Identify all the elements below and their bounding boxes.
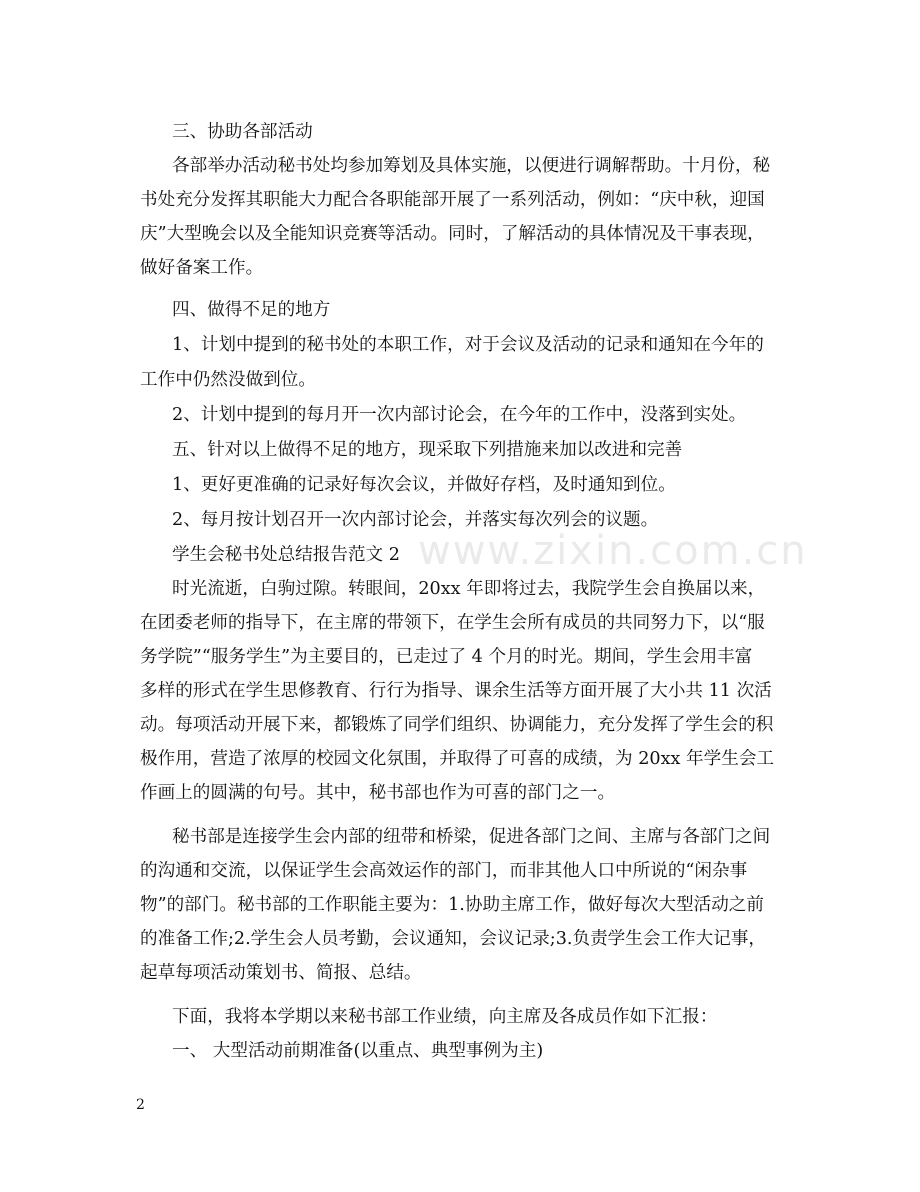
paragraph-line: 工作中仍然没做到位。 xyxy=(140,370,316,390)
paragraph-line: 各部举办活动秘书处均参加筹划及具体实施，以便进行调解帮助。十月份，秘 xyxy=(172,156,771,176)
paragraph-line: 务学院”“服务学生”为主要目的，已走过了 4 个月的时光。期间，学生会用丰富 xyxy=(140,647,753,667)
page-number: 2 xyxy=(136,1097,145,1113)
paragraph-line: 极作用，营造了浓厚的校园文化氛围，并取得了可喜的成绩，为 20xx 年学生会工 xyxy=(140,749,775,769)
paragraph-line: 做好备案工作。 xyxy=(140,258,264,278)
list-item: 1、更好更准确的记录好每次会议，并做好存档，及时通知到位。 xyxy=(172,475,676,495)
paragraph-line: 物”的部门。秘书部的工作职能主要为：1.协助主席工作，做好每次大型活动之前 xyxy=(140,895,764,915)
article-title: 学生会秘书处总结报告范文 2 xyxy=(172,545,400,565)
paragraph-line: 秘书部是连接学生会内部的纽带和桥梁，促进各部门之间、主席与各部门之间 xyxy=(172,827,771,847)
list-item: 2、计划中提到的每月开一次内部讨论会，在今年的工作中，没落到实处。 xyxy=(172,405,747,425)
paragraph-line: 动。每项活动开展下来，都锻炼了同学们组织、协调能力，充分发挥了学生会的积 xyxy=(140,715,774,735)
paragraph-line: 作画上的圆满的句号。其中，秘书部也作为可喜的部门之一。 xyxy=(140,783,616,803)
paragraph-line: 的沟通和交流，以保证学生会高效运作的部门，而非其他人口中所说的“闲杂事 xyxy=(140,861,748,881)
list-item: 2、每月按计划召开一次内部讨论会，并落实每次列会的议题。 xyxy=(172,510,659,530)
watermark: www.zixin.com.cn xyxy=(418,528,808,574)
section-heading-4: 四、做得不足的地方 xyxy=(172,300,331,320)
section-heading-5: 五、针对以上做得不足的地方，现采取下列措施来加以改进和完善 xyxy=(172,440,683,460)
subsection-heading: 一、 大型活动前期准备(以重点、典型事例为主) xyxy=(172,1041,544,1061)
list-item: 1、计划中提到的秘书处的本职工作，对于会议及活动的记录和通知在今年的 xyxy=(172,335,764,355)
paragraph-line: 时光流逝，白驹过隙。转眼间，20xx 年即将过去，我院学生会自换届以来， xyxy=(172,579,766,599)
paragraph-line: 下面，我将本学期以来秘书部工作业绩，向主席及各成员作如下汇报： xyxy=(172,1007,718,1027)
section-heading-3: 三、协助各部活动 xyxy=(172,122,313,142)
paragraph-line: 多样的形式在学生思修教育、行行为指导、课余生活等方面开展了大小共 11 次活 xyxy=(140,681,772,701)
paragraph-line: 庆”大型晚会以及全能知识竞赛等活动。同时，了解活动的具体情况及干事表现， xyxy=(140,224,765,244)
paragraph-line: 书处充分发挥其职能大力配合各职能部开展了一系列活动，例如：“庆中秋，迎国 xyxy=(140,190,765,210)
paragraph-line: 的准备工作;2.学生会人员考勤，会议通知，会议记录;3.负责学生会工作大记事， xyxy=(140,929,767,949)
paragraph-line: 起草每项活动策划书、简报、总结。 xyxy=(140,963,422,983)
paragraph-line: 在团委老师的指导下，在主席的带领下，在学生会所有成员的共同努力下，以“服 xyxy=(140,613,765,633)
